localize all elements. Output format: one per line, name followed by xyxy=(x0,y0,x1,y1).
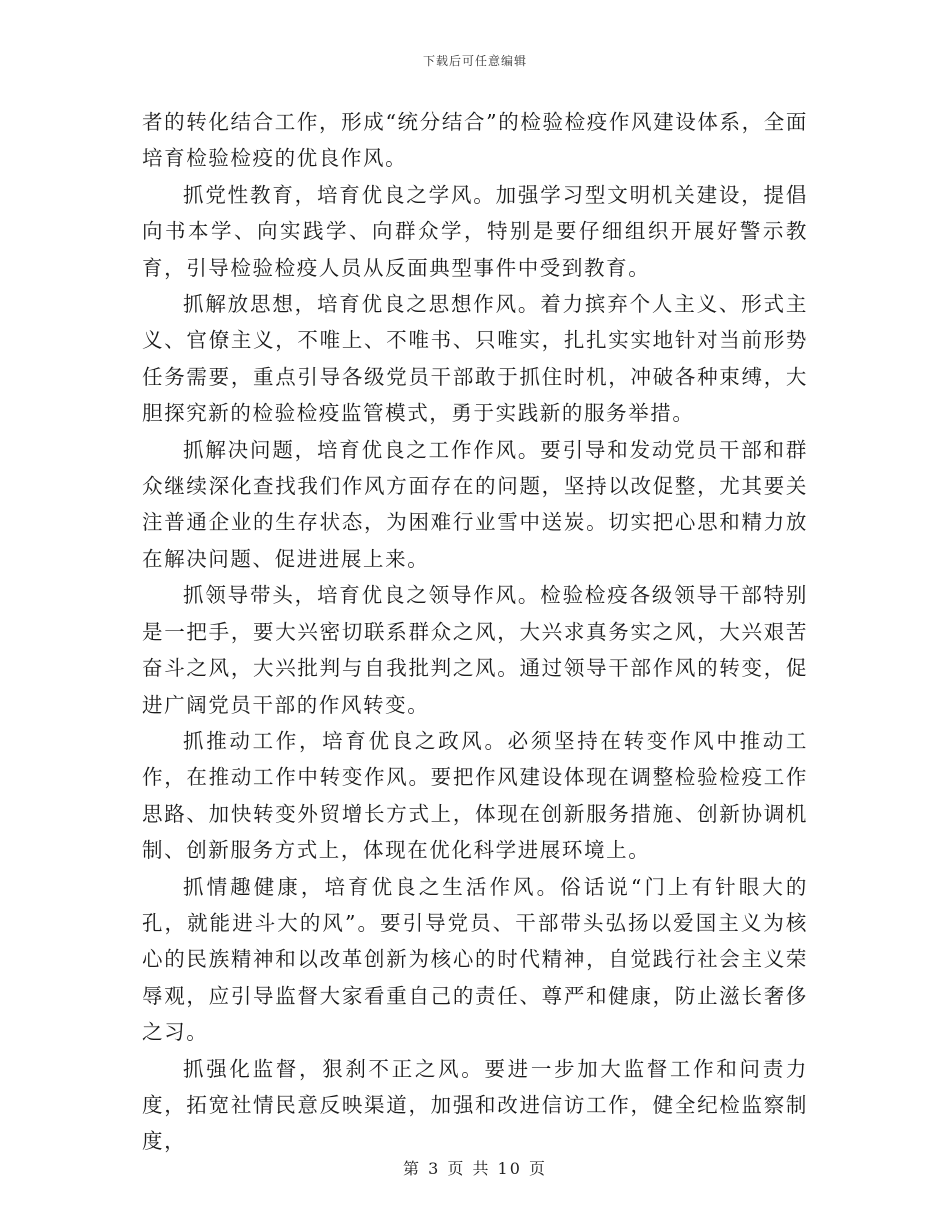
paragraph: 抓领导带头，培育优良之领导作风。检验检疫各级领导干部特别是一把手，要大兴密切联系群众之风，大兴求真务实之风，大兴艰苦奋斗之风，大兴批判与自我批判之风。通过领导干部作风的转变，促进广阔党员干部的作风转变。 xyxy=(142,583,808,717)
document-body xyxy=(142,104,808,1160)
paragraph: 抓党性教育，培育优良之学风。加强学习型文明机关建设，提倡向书本学、向实践学、向群众学，特别是要仔细组织开展好警示教育，引导检验检疫人员从反面典型事件中受到教育。 xyxy=(142,182,808,280)
paragraph: 抓解决问题，培育优良之工作作风。要引导和发动党员干部和群众继续深化查找我们作风方面存在的问题，坚持以改促整，尤其要关注普通企业的生存状态，为困难行业雪中送炭。切实把心思和精力放在解决问题、促进进展上来。 xyxy=(142,437,808,571)
paragraph: 抓强化监督，狠刹不正之风。要进一步加大监督工作和问责力度，拓宽社情民意反映渠道，加强和改进信访工作，健全纪检监察制度， xyxy=(142,1056,808,1154)
paragraph: 者的转化结合工作，形成“统分结合”的检验检疫作风建设体系，全面培育检验检疫的优良作风。 xyxy=(142,110,808,171)
page-number-footer: 第 3 页 共 10 页 xyxy=(403,1159,547,1178)
paragraph: 抓解放思想，培育优良之思想作风。着力摈弃个人主义、形式主义、官僚主义，不唯上、不唯书、只唯实，扎扎实实地针对当前形势任务需要，重点引导各级党员干部敢于抓住时机，冲破各种束缚，大胆探究新的检验检疫监管模式，勇于实践新的服务举措。 xyxy=(142,292,808,426)
paragraph: 抓推动工作，培育优良之政风。必须坚持在转变作风中推动工作，在推动工作中转变作风。要把作风建设体现在调整检验检疫工作思路、加快转变外贸增长方式上，体现在创新服务措施、创新协调机制、创新服务方式上，体现在优化科学进展环境上。 xyxy=(142,728,808,863)
paragraph: 抓情趣健康，培育优良之生活作风。俗话说“门上有针眼大的孔，就能进斗大的风”。要引导党员、干部带头弘扬以爱国主义为核心的民族精神和以改革创新为核心的时代精神，自觉践行社会主义荣辱观，应引导监督大家看重自己的责任、尊严和健康，防止滋长奢侈之习。 xyxy=(142,874,808,1045)
page-header: 下载后可任意编辑 xyxy=(422,54,527,68)
